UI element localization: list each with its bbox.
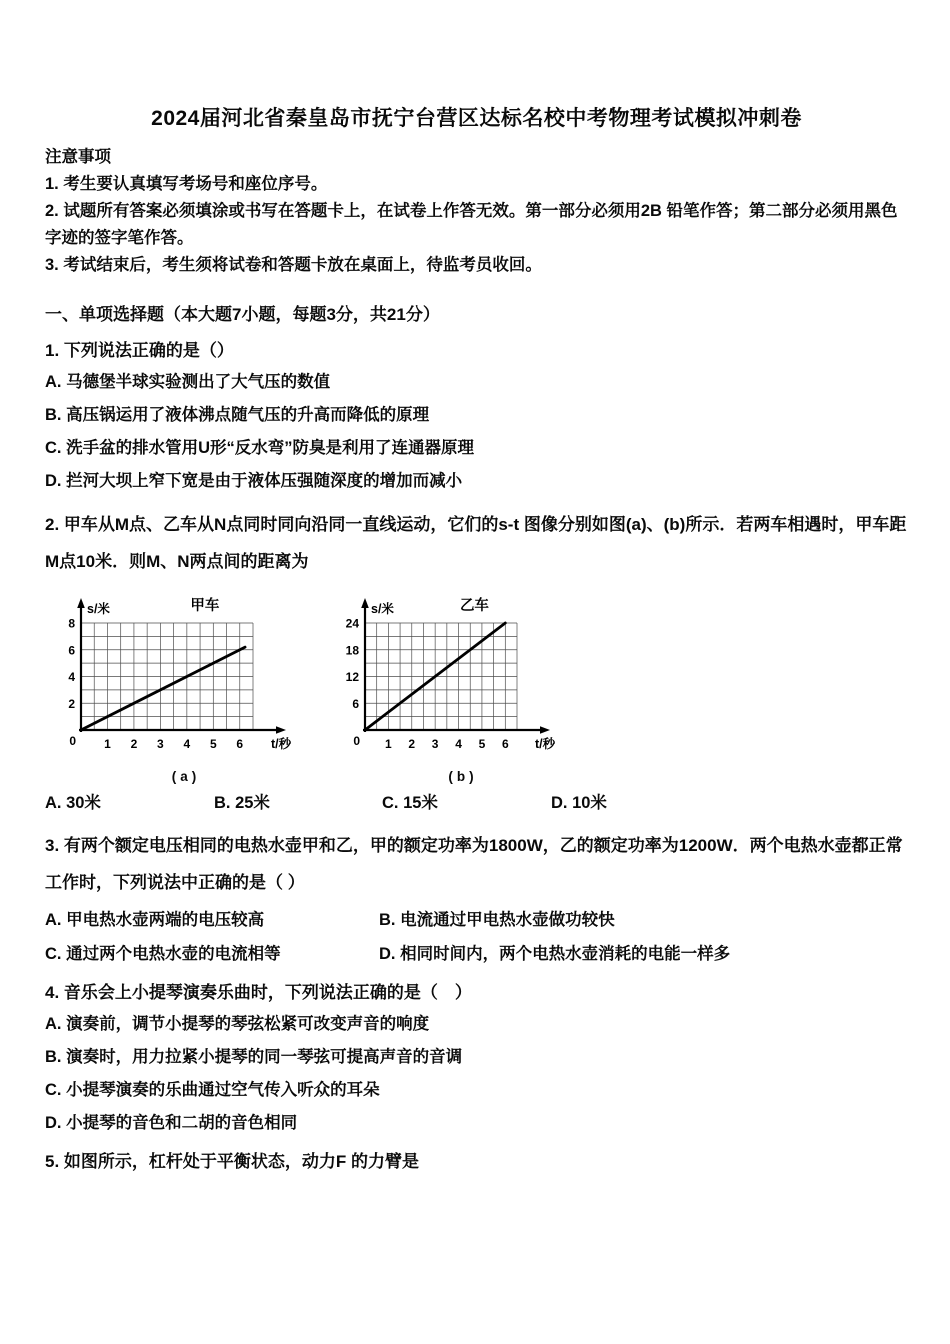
notice-heading: 注意事项 <box>45 148 111 166</box>
svg-text:3: 3 <box>431 737 439 751</box>
question-2-figure <box>45 590 908 784</box>
notice-item-2: 2. 试题所有答案必须填涂或书写在答题卡上，在试卷上作答无效。第一部分必须用2B 铅笔作答；第二部分必须用黑色字迹的签字笔作答。 <box>45 202 898 247</box>
svg-text:4: 4 <box>455 737 462 751</box>
chart-yi-svg <box>323 590 577 766</box>
question-3-option-a: A. 甲电热水壶两端的电压较高 <box>45 911 265 929</box>
question-1 <box>45 335 908 498</box>
question-2-stem: 2. 甲车从M点、乙车从N点同时同向沿同一直线运动，它们的s-t 图像分别如图(a)、(b)所示．若两车相遇时，甲车距M点10米．则M、N两点间的距离为 <box>45 515 907 571</box>
notice-item-1: 1. 考生要认真填写考场号和座位序号。 <box>45 175 328 193</box>
question-1-option-b: B. 高压锅运用了液体沸点随气压的升高而降低的原理 <box>45 406 430 424</box>
svg-text:5: 5 <box>478 737 486 751</box>
svg-text:2: 2 <box>68 696 75 711</box>
svg-text:3: 3 <box>157 737 164 751</box>
svg-text:4: 4 <box>183 737 191 751</box>
chart-jia-caption: (a) <box>171 769 201 784</box>
notice-section <box>45 144 908 279</box>
question-1-option-d: D. 拦河大坝上窄下宽是由于液体压强随深度的增加而减小 <box>45 472 463 490</box>
svg-text:6: 6 <box>501 737 509 751</box>
question-4-option-c: C. 小提琴演奏的乐曲通过空气传入听众的耳朵 <box>45 1081 380 1099</box>
question-1-option-a: A. 马德堡半球实验测出了大气压的数值 <box>45 373 331 391</box>
svg-text:乙车: 乙车 <box>459 598 489 614</box>
svg-text:6: 6 <box>68 643 75 658</box>
svg-text:18: 18 <box>345 643 359 658</box>
svg-text:24: 24 <box>345 616 359 631</box>
question-2 <box>45 506 908 819</box>
chart-yi-caption: (b) <box>448 769 478 784</box>
page-title: 2024届河北省秦皇岛市抚宁台营区达标名校中考物理考试模拟冲刺卷 <box>151 107 802 130</box>
question-4 <box>45 977 908 1140</box>
svg-text:t/秒: t/秒 <box>271 737 292 751</box>
question-2-option-a: A. 30米 <box>45 794 101 812</box>
svg-text:2: 2 <box>130 737 138 751</box>
svg-text:甲车: 甲车 <box>190 598 220 614</box>
question-4-option-d: D. 小提琴的音色和二胡的音色相同 <box>45 1114 298 1132</box>
chart-jia-container <box>45 590 307 784</box>
question-3-option-b: B. 电流通过甲电热水壶做功较快 <box>379 911 615 929</box>
question-4-option-a: A. 演奏前，调节小提琴的琴弦松紧可改变声音的响度 <box>45 1015 430 1033</box>
question-4-option-b: B. 演奏时，用力拉紧小提琴的同一琴弦可提高声音的音调 <box>45 1048 463 1066</box>
svg-text:2: 2 <box>408 737 416 751</box>
question-3-option-c: C. 通过两个电热水壶的电流相等 <box>45 945 281 963</box>
svg-text:t/秒: t/秒 <box>535 737 556 751</box>
question-1-stem: 1. 下列说法正确的是（） <box>45 341 234 360</box>
svg-text:1: 1 <box>104 737 111 751</box>
question-1-options <box>45 366 908 498</box>
svg-text:6: 6 <box>352 696 359 711</box>
question-2-option-d: D. 10米 <box>551 794 607 812</box>
chart-yi-container <box>323 590 577 784</box>
question-5 <box>45 1146 908 1177</box>
svg-text:4: 4 <box>68 670 75 684</box>
svg-text:5: 5 <box>209 737 217 751</box>
svg-text:12: 12 <box>345 670 359 684</box>
svg-text:6: 6 <box>236 737 244 751</box>
svg-text:s/米: s/米 <box>371 602 394 616</box>
exam-content <box>45 106 908 1177</box>
notice-item-3: 3. 考试结束后，考生须将试卷和答题卡放在桌面上，待监考员收回。 <box>45 256 542 274</box>
question-3-stem: 3. 有两个额定电压相同的电热水壶甲和乙，甲的额定功率为1800W，乙的额定功率为1200W．两个电热水壶都正常工作时，下列说法中正确的是（ ） <box>45 836 903 892</box>
question-2-option-b: B. 25米 <box>214 794 270 812</box>
chart-jia-svg <box>45 590 307 766</box>
svg-text:8: 8 <box>68 616 75 631</box>
question-3 <box>45 827 908 971</box>
section-heading: 一、单项选择题（本大题7小题，每题3分，共21分） <box>45 305 440 324</box>
question-1-option-c: C. 洗手盆的排水管用U形“反水弯”防臭是利用了连通器原理 <box>45 439 474 457</box>
question-2-options <box>45 788 908 819</box>
question-4-stem: 4. 音乐会上小提琴演奏乐曲时，下列说法正确的是（ ） <box>45 983 472 1002</box>
question-3-option-d: D. 相同时间内，两个电热水壶消耗的电能一样多 <box>379 945 731 963</box>
question-2-option-c: C. 15米 <box>382 794 438 812</box>
svg-text:0: 0 <box>353 734 360 748</box>
question-5-stem: 5. 如图所示，杠杆处于平衡状态，动力F 的力臂是 <box>45 1152 420 1171</box>
svg-text:0: 0 <box>69 734 76 748</box>
svg-text:s/米: s/米 <box>87 602 110 616</box>
svg-text:1: 1 <box>385 737 392 751</box>
question-4-options <box>45 1008 908 1140</box>
question-3-options <box>45 903 908 971</box>
